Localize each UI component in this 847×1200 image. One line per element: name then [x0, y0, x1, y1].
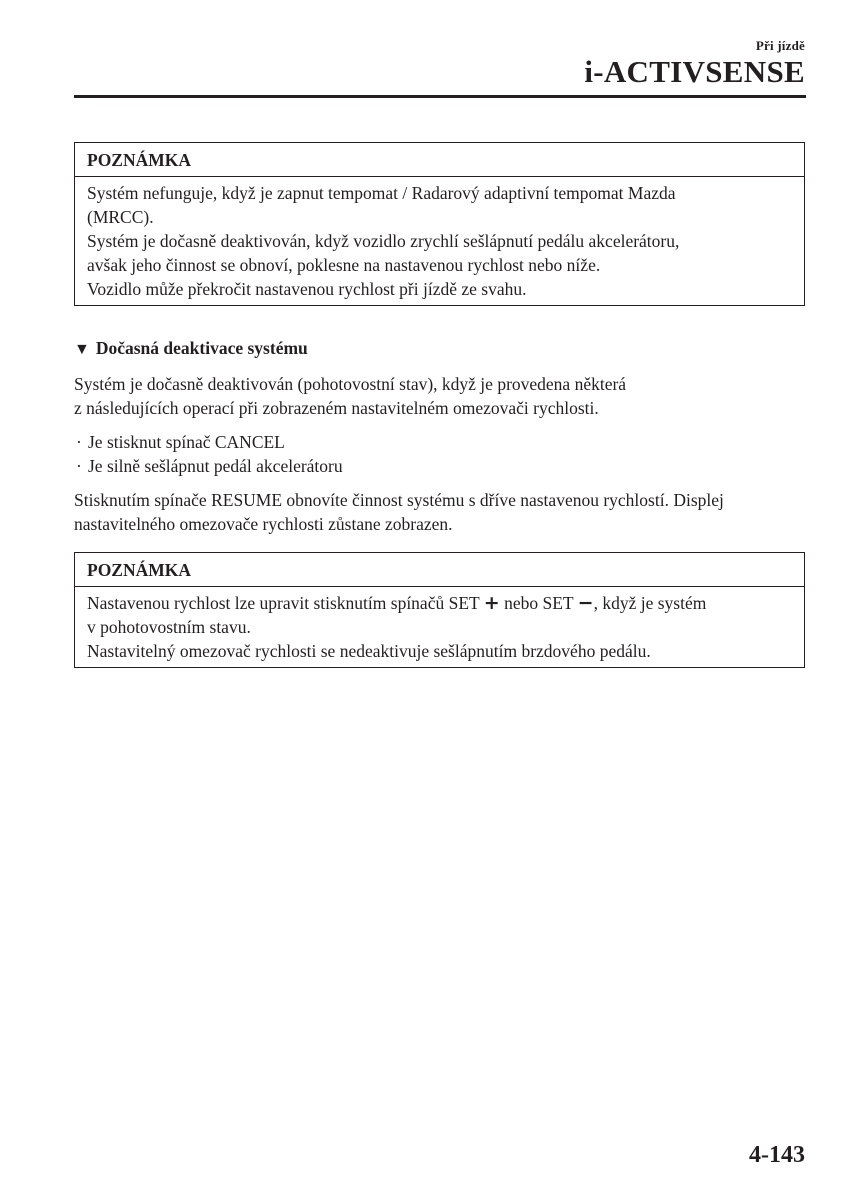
bullet-list — [76, 430, 816, 478]
plus-icon: + — [483, 592, 500, 614]
list-item-text: Je silně sešlápnut pedál akcelerátoru — [88, 456, 343, 476]
note-line: v pohotovostním stavu. — [87, 617, 251, 637]
note-text: Nastavenou rychlost lze upravit stisknutím spínačů SET — [87, 593, 484, 613]
bullet-dot-icon: · — [76, 456, 82, 476]
paragraph-line: Stisknutím spínače RESUME obnovíte činnost systému s dříve nastavenou rychlostí. Displej — [74, 490, 724, 510]
section-label: Při jízdě — [755, 38, 805, 53]
subsection-heading-text: Dočasná deaktivace systému — [95, 338, 308, 358]
note-line — [87, 591, 792, 615]
intro-paragraph — [74, 372, 814, 420]
list-item — [76, 454, 816, 478]
minus-icon: − — [577, 592, 594, 614]
page-title: i-ACTIVSENSE — [584, 54, 805, 89]
note-line: Nastavitelný omezovač rychlosti se nedeaktivuje sešlápnutím brzdového pedálu. — [87, 641, 651, 661]
note-text: nebo SET — [499, 593, 578, 613]
note-text: , když je systém — [593, 593, 707, 613]
note-line: Vozidlo může překročit nastavenou rychlost při jízdě ze svahu. — [87, 279, 527, 299]
note-line: Systém je dočasně deaktivován, když vozidlo zrychlí sešlápnutí pedálu akcelerátoru, — [87, 231, 680, 251]
paragraph-line: z následujících operací při zobrazeném nastavitelném omezovači rychlosti. — [74, 398, 599, 418]
note-line: Systém nefunguje, když je zapnut tempomat / Radarový adaptivní tempomat Mazda — [87, 183, 676, 203]
note-body — [75, 587, 804, 667]
paragraph-line: nastavitelného omezovače rychlosti zůstane zobrazen. — [74, 514, 453, 534]
bullet-dot-icon: · — [76, 432, 82, 452]
header-divider — [74, 95, 806, 98]
page-number: 4-143 — [749, 1142, 805, 1168]
triangle-marker-icon: ▼ — [74, 341, 90, 358]
note-body — [75, 177, 804, 305]
note-box-1 — [74, 142, 805, 306]
list-item — [76, 430, 816, 454]
resume-paragraph — [74, 488, 814, 536]
note-heading: POZNÁMKA — [75, 553, 804, 587]
subsection-heading — [74, 337, 308, 361]
note-line: avšak jeho činnost se obnoví, poklesne na nastavenou rychlost nebo níže. — [87, 255, 601, 275]
note-box-2 — [74, 552, 805, 668]
note-line: (MRCC). — [87, 207, 154, 227]
paragraph-line: Systém je dočasně deaktivován (pohotovostní stav), když je provedena některá — [74, 374, 627, 394]
note-heading: POZNÁMKA — [75, 143, 804, 177]
list-item-text: Je stisknut spínač CANCEL — [88, 432, 285, 452]
